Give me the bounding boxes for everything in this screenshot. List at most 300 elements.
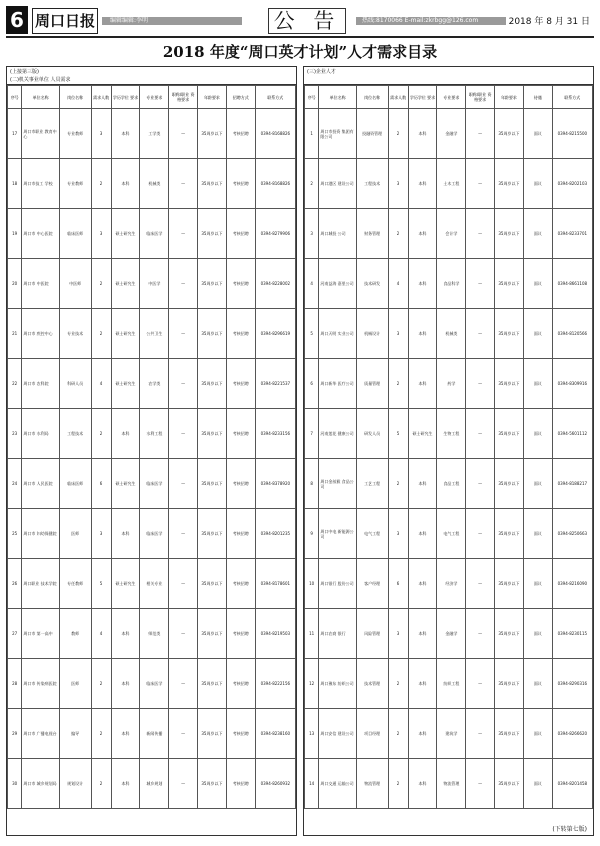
- table-cell: 专业教师: [59, 159, 91, 209]
- table-cell: —: [466, 659, 495, 709]
- table-row: [8, 209, 296, 259]
- table-row: [305, 609, 593, 659]
- table-row: [305, 659, 593, 709]
- table-cell: 13: [305, 709, 319, 759]
- table-cell: 面议: [523, 209, 552, 259]
- table-cell: 20: [8, 259, 22, 309]
- table-cell: 本科: [111, 109, 140, 159]
- table-cell: 纺织工程: [437, 659, 466, 709]
- table-cell: 相关专业: [140, 559, 169, 609]
- table-cell: 35周岁以下: [198, 659, 227, 709]
- table-cell: 考核招聘: [226, 609, 255, 659]
- table-row: [305, 759, 593, 809]
- table-cell: 周口安信 建设公司: [319, 709, 356, 759]
- table-cell: 医师: [59, 509, 91, 559]
- column-header: 需求人数: [388, 86, 408, 109]
- table-cell: 临床医学: [140, 509, 169, 559]
- table-cell: 3: [388, 159, 408, 209]
- table-cell: 35周岁以下: [198, 709, 227, 759]
- table-cell: 新闻传播: [140, 709, 169, 759]
- table-cell: 工艺工程: [356, 459, 388, 509]
- table-cell: 考核招聘: [226, 359, 255, 409]
- table-cell: 0394-8296619: [255, 309, 295, 359]
- table-cell: 0394-8178601: [255, 559, 295, 609]
- table-cell: —: [466, 609, 495, 659]
- table-cell: 2: [305, 159, 319, 209]
- table-cell: 8: [305, 459, 319, 509]
- table-cell: 0394-8250663: [552, 509, 592, 559]
- table-cell: 硕士研究生: [111, 559, 140, 609]
- table-row: [305, 159, 593, 209]
- table-cell: 周口银行 股份公司: [319, 559, 356, 609]
- table-cell: 硕士研究生: [408, 409, 437, 459]
- table-cell: 5: [91, 559, 111, 609]
- table-cell: 周口金丝猴 食品公司: [319, 459, 356, 509]
- table-cell: 城乡规划: [140, 759, 169, 809]
- table-cell: 0394-8120566: [552, 309, 592, 359]
- table-cell: 0394-8266620: [552, 709, 592, 759]
- table-cell: 河南益海 嘉里公司: [319, 259, 356, 309]
- table-row: [8, 609, 296, 659]
- table-cell: 2: [388, 359, 408, 409]
- table-cell: 35周岁以下: [198, 609, 227, 659]
- table-cell: 35周岁以下: [198, 159, 227, 209]
- column-header: 招聘方式: [226, 86, 255, 109]
- table-cell: 35周岁以下: [495, 459, 524, 509]
- table-cell: 0394-8290316: [552, 659, 592, 709]
- table-cell: 金融学: [437, 609, 466, 659]
- table-cell: 考核招聘: [226, 409, 255, 459]
- table-cell: 本科: [408, 309, 437, 359]
- table-row: [8, 659, 296, 709]
- table-cell: 考核招聘: [226, 759, 255, 809]
- table-cell: 规划设计: [59, 759, 91, 809]
- table-cell: 周口市 第一高中: [22, 609, 59, 659]
- table-cell: 考核招聘: [226, 709, 255, 759]
- table-cell: 29: [8, 709, 22, 759]
- table-cell: 建筑学: [437, 709, 466, 759]
- table-cell: 35周岁以下: [495, 659, 524, 709]
- table-cell: 本科: [408, 159, 437, 209]
- table-cell: 考核招聘: [226, 509, 255, 559]
- table-cell: —: [466, 159, 495, 209]
- table-cell: 3: [388, 309, 408, 359]
- table-cell: 17: [8, 109, 22, 159]
- table-row: [8, 709, 296, 759]
- table-cell: —: [169, 109, 198, 159]
- table-row: [305, 559, 593, 609]
- table-cell: 0394-8216090: [552, 559, 592, 609]
- table-cell: 临床医学: [140, 209, 169, 259]
- table-cell: 周口市 农科院: [22, 359, 59, 409]
- table-cell: 22: [8, 359, 22, 409]
- table-cell: 35周岁以下: [198, 259, 227, 309]
- table-cell: 专任教师: [59, 559, 91, 609]
- table-cell: 0394-8222156: [255, 659, 295, 709]
- left-table-header: [8, 86, 296, 109]
- table-cell: 药学: [437, 359, 466, 409]
- column-header: 年龄要求: [495, 86, 524, 109]
- table-cell: —: [169, 659, 198, 709]
- table-cell: 面议: [523, 459, 552, 509]
- table-cell: 研发人员: [356, 409, 388, 459]
- table-cell: —: [169, 509, 198, 559]
- table-cell: 2: [388, 459, 408, 509]
- table-cell: 5: [305, 309, 319, 359]
- table-cell: 6: [91, 459, 111, 509]
- table-cell: 0394-8221537: [255, 359, 295, 409]
- table-cell: 临床医学: [140, 459, 169, 509]
- table-row: [8, 359, 296, 409]
- table-row: [305, 409, 593, 459]
- table-cell: 本科: [408, 609, 437, 659]
- table-row: [8, 309, 296, 359]
- table-cell: 临床医学: [140, 659, 169, 709]
- table-cell: 考核招聘: [226, 259, 255, 309]
- table-cell: 考核招聘: [226, 459, 255, 509]
- table-cell: 本科: [408, 359, 437, 409]
- paper-logo: 周口日报: [32, 8, 98, 34]
- table-cell: 21: [8, 309, 22, 359]
- table-cell: 本科: [111, 759, 140, 809]
- column-header: 学历学位 要求: [408, 86, 437, 109]
- table-cell: 7: [305, 409, 319, 459]
- table-row: [305, 209, 593, 259]
- table-cell: 本科: [111, 159, 140, 209]
- table-cell: —: [169, 559, 198, 609]
- table-cell: 周口市 城乡规划局: [22, 759, 59, 809]
- table-cell: 35周岁以下: [198, 509, 227, 559]
- table-cell: 机械类: [437, 309, 466, 359]
- column-header: 单位名称: [319, 86, 356, 109]
- table-cell: 35周岁以下: [198, 459, 227, 509]
- table-cell: —: [466, 209, 495, 259]
- table-cell: 24: [8, 459, 22, 509]
- table-cell: 周口中电 新能源公司: [319, 509, 356, 559]
- column-header: 序号: [8, 86, 22, 109]
- table-cell: —: [466, 509, 495, 559]
- table-cell: 周口农商 银行: [319, 609, 356, 659]
- table-cell: 0394-8168826: [255, 159, 295, 209]
- table-cell: —: [169, 259, 198, 309]
- table-cell: —: [169, 759, 198, 809]
- table-cell: 2: [388, 109, 408, 159]
- table-cell: 周口交通 运输公司: [319, 759, 356, 809]
- table-cell: 面议: [523, 609, 552, 659]
- table-cell: 0394-8260932: [255, 759, 295, 809]
- table-cell: 周口市 传染病医院: [22, 659, 59, 709]
- table-row: [8, 559, 296, 609]
- table-cell: 临床医师: [59, 459, 91, 509]
- table-cell: 面议: [523, 109, 552, 159]
- column-header: 年龄要求: [198, 86, 227, 109]
- section-title: 公 告: [268, 8, 346, 34]
- table-cell: 4: [388, 259, 408, 309]
- column-header: 岗位名称: [356, 86, 388, 109]
- left-caption-sub: (二)机关事业单位 人员需求: [10, 77, 71, 83]
- table-cell: 27: [8, 609, 22, 659]
- table-cell: 18: [8, 159, 22, 209]
- table-cell: 35周岁以下: [495, 709, 524, 759]
- table-cell: 6: [305, 359, 319, 409]
- table-cell: 考核招聘: [226, 659, 255, 709]
- table-cell: 35周岁以下: [198, 109, 227, 159]
- table-cell: 9: [305, 509, 319, 559]
- table-cell: 金融学: [437, 109, 466, 159]
- table-cell: 水利工程: [140, 409, 169, 459]
- table-cell: 面议: [523, 659, 552, 709]
- table-cell: 本科: [111, 659, 140, 709]
- table-cell: 技术管理: [356, 659, 388, 709]
- table-row: [305, 359, 593, 409]
- table-cell: 本科: [408, 259, 437, 309]
- table-cell: —: [169, 459, 198, 509]
- table-cell: 6: [388, 559, 408, 609]
- table-cell: 周口职业 技术学院: [22, 559, 59, 609]
- table-cell: 0394-8233156: [255, 409, 295, 459]
- right-table: [304, 85, 593, 809]
- table-cell: 23: [8, 409, 22, 459]
- table-cell: 电气工程: [437, 509, 466, 559]
- table-cell: 0394-8238160: [255, 709, 295, 759]
- table-cell: —: [169, 209, 198, 259]
- table-row: [305, 709, 593, 759]
- table-cell: 25: [8, 509, 22, 559]
- table-cell: 面议: [523, 259, 552, 309]
- left-table-body: [8, 109, 296, 809]
- table-cell: 35周岁以下: [198, 359, 227, 409]
- table-cell: 面议: [523, 359, 552, 409]
- table-cell: —: [466, 359, 495, 409]
- table-cell: 本科: [111, 709, 140, 759]
- table-cell: 4: [91, 359, 111, 409]
- table-cell: 0394-8279906: [255, 209, 295, 259]
- table-cell: 19: [8, 209, 22, 259]
- table-cell: 投融资管理: [356, 109, 388, 159]
- table-cell: —: [466, 459, 495, 509]
- table-cell: 周口市 人民医院: [22, 459, 59, 509]
- table-cell: 0394-8378920: [255, 459, 295, 509]
- table-cell: 工程技术: [59, 409, 91, 459]
- table-cell: 周口市投资 集团有限公司: [319, 109, 356, 159]
- table-cell: 3: [388, 609, 408, 659]
- table-cell: 周口港区 建设公司: [319, 159, 356, 209]
- table-cell: —: [466, 759, 495, 809]
- table-cell: 35周岁以下: [198, 309, 227, 359]
- table-cell: 医师: [59, 659, 91, 709]
- table-cell: 2: [91, 159, 111, 209]
- table-cell: 0394-8661108: [552, 259, 592, 309]
- table-cell: —: [466, 409, 495, 459]
- table-cell: 本科: [111, 509, 140, 559]
- table-cell: 3: [305, 209, 319, 259]
- table-cell: 硕士研究生: [111, 259, 140, 309]
- table-cell: 周口城投 公司: [319, 209, 356, 259]
- table-cell: 11: [305, 609, 319, 659]
- table-cell: 机械类: [140, 159, 169, 209]
- table-cell: —: [169, 609, 198, 659]
- right-table-body: [305, 109, 593, 809]
- table-cell: 本科: [111, 409, 140, 459]
- table-cell: 0394-5601112: [552, 409, 592, 459]
- table-cell: 硕士研究生: [111, 359, 140, 409]
- table-row: [305, 309, 593, 359]
- table-cell: 35周岁以下: [198, 209, 227, 259]
- table-cell: 电气工程: [356, 509, 388, 559]
- table-cell: 公共卫生: [140, 309, 169, 359]
- table-cell: 35周岁以下: [495, 559, 524, 609]
- table-cell: 35周岁以下: [495, 409, 524, 459]
- table-cell: 35周岁以下: [495, 209, 524, 259]
- table-cell: 2: [388, 709, 408, 759]
- table-cell: 考核招聘: [226, 109, 255, 159]
- table-cell: 26: [8, 559, 22, 609]
- table-cell: 30: [8, 759, 22, 809]
- table-cell: 周口市 中心医院: [22, 209, 59, 259]
- table-cell: 硕士研究生: [111, 209, 140, 259]
- table-cell: —: [169, 359, 198, 409]
- table-cell: 本科: [408, 759, 437, 809]
- table-cell: 硕士研究生: [111, 459, 140, 509]
- table-cell: 周口市 疾控中心: [22, 309, 59, 359]
- table-cell: —: [466, 259, 495, 309]
- table-cell: 5: [388, 409, 408, 459]
- column-header: 职称/职业 资格要求: [466, 86, 495, 109]
- table-row: [305, 509, 593, 559]
- table-cell: 机械设计: [356, 309, 388, 359]
- table-cell: 35周岁以下: [495, 259, 524, 309]
- table-cell: 0394-8228002: [255, 259, 295, 309]
- column-header: 专业要求: [437, 86, 466, 109]
- table-cell: 专业技术: [59, 309, 91, 359]
- table-cell: —: [169, 709, 198, 759]
- table-row: [8, 509, 296, 559]
- table-cell: 4: [91, 609, 111, 659]
- table-cell: 财务管理: [356, 209, 388, 259]
- column-header: 联系方式: [552, 86, 592, 109]
- masthead: [6, 6, 594, 38]
- table-cell: 2: [388, 759, 408, 809]
- table-cell: 本科: [111, 609, 140, 659]
- table-cell: 0394-8219503: [255, 609, 295, 659]
- table-cell: 1: [305, 109, 319, 159]
- editor-info: 编辑编辑:李明: [110, 17, 149, 24]
- table-cell: 35周岁以下: [198, 759, 227, 809]
- table-cell: 周口市技工 学校: [22, 159, 59, 209]
- table-cell: 考核招聘: [226, 309, 255, 359]
- table-cell: 周口新华 医疗公司: [319, 359, 356, 409]
- table-cell: —: [169, 409, 198, 459]
- table-cell: 2: [91, 709, 111, 759]
- table-cell: 考核招聘: [226, 159, 255, 209]
- table-cell: 面议: [523, 159, 552, 209]
- table-cell: —: [466, 709, 495, 759]
- table-row: [305, 109, 593, 159]
- table-cell: 35周岁以下: [495, 309, 524, 359]
- table-row: [305, 459, 593, 509]
- table-cell: 35周岁以下: [495, 609, 524, 659]
- table-cell: 2: [91, 259, 111, 309]
- table-cell: 生物工程: [437, 409, 466, 459]
- table-cell: 2: [388, 659, 408, 709]
- continued-note: (下转第七版): [552, 826, 587, 833]
- table-cell: 周口市 妇幼保健院: [22, 509, 59, 559]
- table-cell: 中医学: [140, 259, 169, 309]
- table-cell: 35周岁以下: [495, 159, 524, 209]
- table-cell: 0394-8215500: [552, 109, 592, 159]
- table-cell: 2: [91, 759, 111, 809]
- table-cell: 中医师: [59, 259, 91, 309]
- page-number: 6: [6, 6, 28, 34]
- column-header: 待遇: [523, 86, 552, 109]
- table-cell: 0394-8309916: [552, 359, 592, 409]
- column-header: 单位名称: [22, 86, 59, 109]
- contact-bar: [356, 17, 506, 25]
- table-cell: 0394-8188217: [552, 459, 592, 509]
- table-cell: 35周岁以下: [198, 409, 227, 459]
- table-cell: 本科: [408, 109, 437, 159]
- table-row: [8, 459, 296, 509]
- table-cell: —: [466, 559, 495, 609]
- table-cell: 面议: [523, 559, 552, 609]
- table-cell: 3: [91, 509, 111, 559]
- column-header: 职称/职业 资格要求: [169, 86, 198, 109]
- table-cell: 周口市 中医院: [22, 259, 59, 309]
- table-cell: 2: [388, 209, 408, 259]
- left-caption: [7, 67, 296, 85]
- table-row: [8, 159, 296, 209]
- contact-info: 热线:8170066 E-mail:zkrbgg@126.com: [362, 17, 479, 24]
- table-cell: 面议: [523, 409, 552, 459]
- table-cell: —: [466, 309, 495, 359]
- right-caption: (三)企业人才: [304, 67, 593, 85]
- table-cell: 客户经理: [356, 559, 388, 609]
- table-cell: 本科: [408, 209, 437, 259]
- table-cell: 0394-8233701: [552, 209, 592, 259]
- column-header: 需求人数: [91, 86, 111, 109]
- table-cell: 0394-8168826: [255, 109, 295, 159]
- table-cell: 本科: [408, 659, 437, 709]
- column-header: 联系方式: [255, 86, 295, 109]
- table-cell: 4: [305, 259, 319, 309]
- left-panel: [6, 66, 297, 836]
- page-title: 2018 年度“周口英才计划”人才需求目录: [162, 43, 438, 61]
- table-cell: 质量管理: [356, 359, 388, 409]
- table-cell: 土木工程: [437, 159, 466, 209]
- column-header: 学历学位 要求: [111, 86, 140, 109]
- table-cell: 面议: [523, 509, 552, 559]
- table-cell: 本科: [408, 709, 437, 759]
- column-header: 岗位名称: [59, 86, 91, 109]
- table-cell: 工程技术: [356, 159, 388, 209]
- table-cell: 3: [91, 209, 111, 259]
- table-row: [8, 759, 296, 809]
- table-cell: 3: [91, 109, 111, 159]
- right-table-header: [305, 86, 593, 109]
- table-cell: 0394-8201458: [552, 759, 592, 809]
- table-cell: 物流管理: [356, 759, 388, 809]
- table-cell: 10: [305, 559, 319, 609]
- table-cell: 3: [388, 509, 408, 559]
- table-cell: 师范类: [140, 609, 169, 659]
- table-cell: 食品工程: [437, 459, 466, 509]
- table-cell: 硕士研究生: [111, 309, 140, 359]
- table-cell: 专业教师: [59, 109, 91, 159]
- table-cell: 经济学: [437, 559, 466, 609]
- table-cell: 周口天明 实业公司: [319, 309, 356, 359]
- table-cell: 12: [305, 659, 319, 709]
- table-cell: 周口市 水利局: [22, 409, 59, 459]
